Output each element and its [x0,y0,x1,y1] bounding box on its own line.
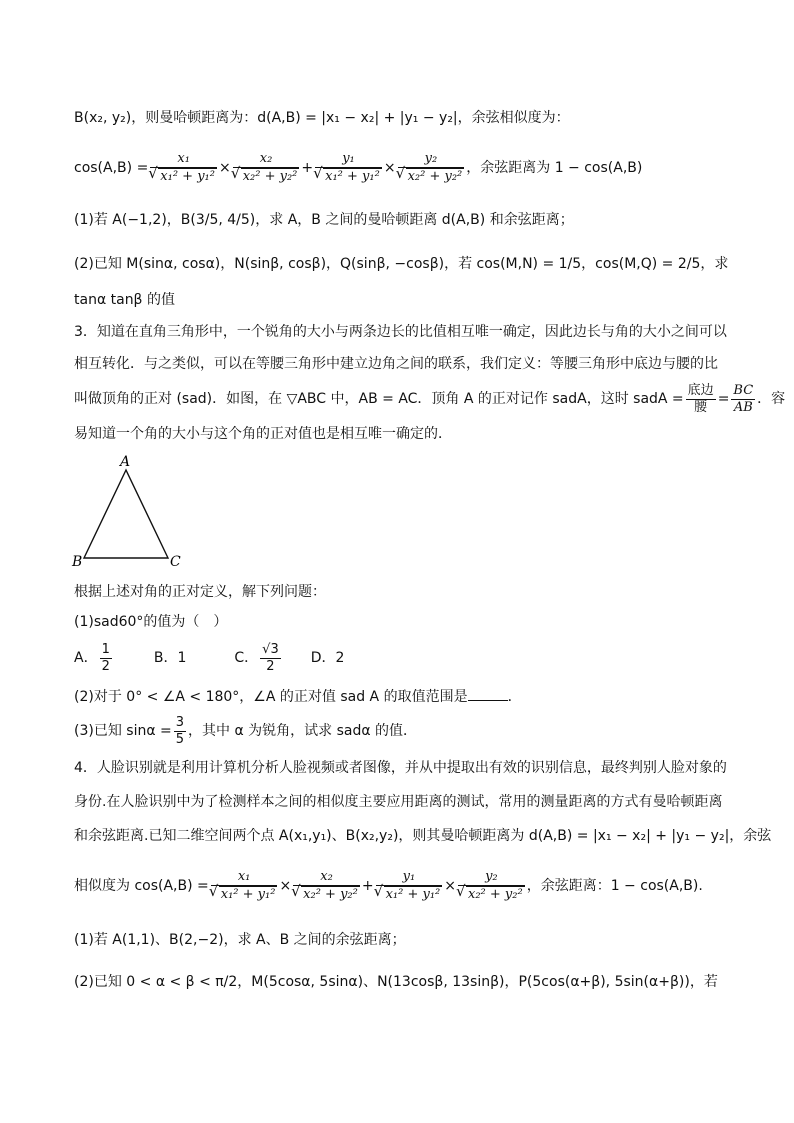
sub-3-tail: ，其中 α 为锐角，试求 sadα 的值． [188,723,418,739]
option-a-label: A． [74,650,98,666]
sub-2-end: ． [507,689,522,705]
sad-definition-text: 叫做顶角的正对 (sad)．如图，在 ▽ABC 中，AB = AC．顶角 A 的正对记作 sadA，这时 sadA = [74,391,684,407]
problem-3-line-4: 易知道一个角的大小与这个角的正对值也是相互唯一确定的． [74,426,452,442]
problem-3-sub-1: (1)sad60°的值为（ ） [74,614,228,630]
fraction-6: x₂ √ x₂² + y₂² [293,869,360,903]
times-sign: × [444,878,457,894]
triangle-abc [84,470,168,558]
problem-4-formula-line [74,866,703,906]
problem-4-sub-2: (2)已知 0 < α < β < π/2，M(5cosα, 5sinα)、N(13cosβ, 13sinβ)，P(5cos(α+β), 5sin(α+β))，若 [74,974,718,990]
fraction-2: x₂ √ x₂² + y₂² [233,151,300,185]
question-2-line: (2)已知 M(sinα, cosα)，N(sinβ, cosβ)，Q(sinβ, −cosβ)，若 cos(M,N) = 1/5，cos(M,Q) = 2/5，求 [74,256,729,272]
sub-2-text: (2)对于 0° < ∠A < 180°，∠A 的正对值 sad A 的取值范围是 [74,689,468,705]
isosceles-triangle-figure [70,452,190,572]
problem-3-instructions: 根据上述对角的正对定义，解下列问题： [74,584,326,600]
problem-3-sub-3 [74,712,417,750]
option-a[interactable] [74,642,114,675]
formula-label-2: 相似度为 cos(A,B) = [74,878,209,894]
option-b[interactable]: B．1 [153,650,187,666]
fraction-4: y₂ √ x₂² + y₂² [398,151,465,185]
times-sign: × [218,160,231,176]
problem-4-line-3: 和余弦距离.已知二维空间两个点 A(x₁,y₁)、B(x₂,y₂)，则其曼哈顿距离为 d(A,B) = |x₁ − x₂| + |y₁ − y₂|，余弦 [74,828,772,844]
fraction-7: y₁ √ x₁² + y₁² [376,869,443,903]
formula-tail-2: ，余弦距离：1 − cos(A,B). [526,878,703,894]
problem-3-line-2: 相互转化．与之类似，可以在等腰三角形中建立边角之间的联系，我们定义：等腰三角形中底边与腰的比 [74,356,718,372]
fraction-3: y₁ √ x₁² + y₁² [315,151,382,185]
plus-sign: + [361,878,374,894]
vertex-label-c: C [170,554,181,570]
question-2-cont: tanα tanβ 的值 [74,292,175,308]
fraction-1: x₁ √ x₁² + y₁² [150,151,217,185]
problem-4-line-2: 身份.在人脸识别中为了检测样本之间的相似度主要应用距离的测试，常用的测量距离的方式有曼哈顿距离 [74,794,723,810]
sub-3-text: (3)已知 sinα = [74,723,172,739]
option-c[interactable] [234,642,282,675]
sad-fraction-words: $\frac{\text{底边}}{\text{腰}}$ [687,382,714,415]
fraction-8: y₂ √ x₂² + y₂² [458,869,525,903]
problem-3-line-3 [74,380,785,418]
choices-row [74,640,344,676]
equals-sign: = [717,391,730,407]
answer-blank[interactable] [468,686,508,701]
vertex-label-b: B [72,554,83,570]
formula-label: cos(A,B) = [74,160,149,176]
question-1-line: (1)若 A(−1,2)，B(3/5, 4/5)，求 A，B 之间的曼哈顿距离 d(A,B) 和余弦距离； [74,212,574,228]
vertex-label-a: A [120,454,131,470]
sad-definition-tail: ．容 [757,391,786,407]
option-c-label: C． [234,650,259,666]
times-sign: × [383,160,396,176]
times-sign: × [279,878,292,894]
option-d[interactable]: D．2 [310,650,345,666]
problem-4-line-1: 4．人脸识别就是利用计算机分析人脸视频或者图像，并从中提取出有效的识别信息，最终判别人脸对象的 [74,760,727,776]
sin-fraction: $\frac{3}{5}$ [175,714,185,747]
option-c-fraction: $\frac{√3}{2}$ [262,641,279,674]
problem-3-sub-2 [74,686,522,707]
sad-fraction-sides: $\frac{BC}{AB}$ [733,382,754,415]
problem-3-line-1: 3．知道在直角三角形中，一个锐角的大小与两条边长的比值相互唯一确定，因此边长与角的大小之间可以 [74,324,727,340]
cosine-formula-line [74,150,642,186]
problem-4-sub-1: (1)若 A(1,1)、B(2,−2)，求 A、B 之间的余弦距离； [74,932,406,948]
plus-sign: + [301,160,314,176]
text-line-1: B(x₂, y₂)，则曼哈顿距离为：d(A,B) = |x₁ − x₂| + |y₁ − y₂|，余弦相似度为： [74,110,570,126]
fraction-5: x₁ √ x₁² + y₁² [211,869,278,903]
option-a-fraction: $\frac{1}{2}$ [101,641,110,674]
formula-tail: ，余弦距离为 1 − cos(A,B) [466,160,643,176]
